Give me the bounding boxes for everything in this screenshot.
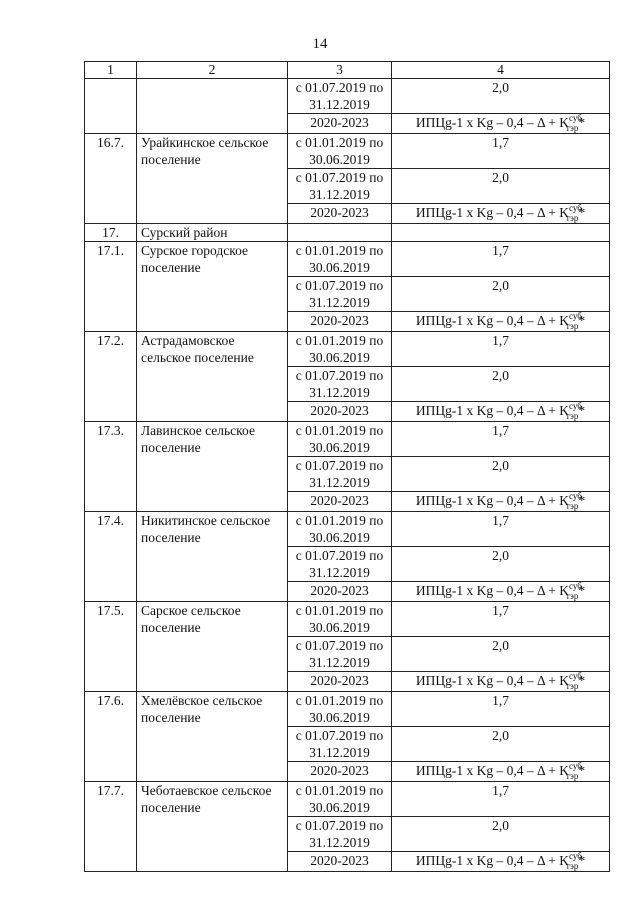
formula-period: 2020-2023 xyxy=(288,762,392,782)
rate-value: 2,0 xyxy=(392,169,610,204)
header-col-1: 1 xyxy=(85,62,137,79)
formula-cell xyxy=(392,852,610,872)
rate-value: 2,0 xyxy=(392,457,610,492)
formula-superscript: суб xyxy=(569,671,582,681)
formula-subscript: тэр xyxy=(565,771,579,781)
formula-asterisk: * xyxy=(578,853,586,868)
period-cell: с 01.01.2019 по 30.06.2019 xyxy=(288,602,392,637)
formula-cell xyxy=(392,402,610,422)
formula-asterisk: * xyxy=(578,673,586,688)
settlement-name: Никитинское сельское поселение xyxy=(137,512,288,602)
rate-value: 1,7 xyxy=(392,782,610,817)
formula-superscript: суб xyxy=(569,311,582,321)
rate-value: 1,7 xyxy=(392,692,610,727)
formula-superscript: суб xyxy=(569,581,582,591)
rate-value: 2,0 xyxy=(392,367,610,402)
formula-main: ИПЦg-1 х Kg – 0,4 – Δ + K xyxy=(415,583,570,598)
formula-period: 2020-2023 xyxy=(288,852,392,872)
rate-value: 2,0 xyxy=(392,277,610,312)
formula-subscript: тэр xyxy=(565,213,579,223)
settlement-name: Урайкинское сельское поселение xyxy=(137,134,288,224)
header-row xyxy=(85,62,610,79)
table-row xyxy=(85,422,610,457)
period-cell: с 01.07.2019 по 31.12.2019 xyxy=(288,457,392,492)
rate-value: 1,7 xyxy=(392,602,610,637)
formula-subscript: тэр xyxy=(565,123,579,133)
formula-main: ИПЦg-1 х Kg – 0,4 – Δ + K xyxy=(415,313,570,328)
period-cell: с 01.01.2019 по 30.06.2019 xyxy=(288,512,392,547)
formula-superscript: суб xyxy=(569,401,582,411)
rate-value: 1,7 xyxy=(392,134,610,169)
rate-value: 1,7 xyxy=(392,242,610,277)
formula-subscript: тэр xyxy=(565,411,579,421)
period-cell: с 01.07.2019 по 31.12.2019 xyxy=(288,547,392,582)
row-number xyxy=(85,79,137,134)
formula-cell xyxy=(392,762,610,782)
formula-superscript: суб xyxy=(569,851,582,861)
row-number: 17.1. xyxy=(85,242,137,332)
rate-value: 1,7 xyxy=(392,512,610,547)
formula-main: ИПЦg-1 х Kg – 0,4 – Δ + K xyxy=(415,493,570,508)
formula-period: 2020-2023 xyxy=(288,114,392,134)
formula-cell xyxy=(392,672,610,692)
formula-period: 2020-2023 xyxy=(288,402,392,422)
formula-cell xyxy=(392,114,610,134)
rate-value: 2,0 xyxy=(392,547,610,582)
period-cell: с 01.07.2019 по 31.12.2019 xyxy=(288,727,392,762)
rate-value: 2,0 xyxy=(392,727,610,762)
formula-asterisk: * xyxy=(578,205,586,220)
formula-main: ИПЦg-1 х Kg – 0,4 – Δ + K xyxy=(415,115,570,130)
formula-subscript: тэр xyxy=(565,501,579,511)
formula-period: 2020-2023 xyxy=(288,204,392,224)
formula-cell xyxy=(392,582,610,602)
settlement-name: Сарское сельское поселение xyxy=(137,602,288,692)
empty-cell xyxy=(392,224,610,242)
settlement-name: Лавинское сельское поселение xyxy=(137,422,288,512)
empty-cell xyxy=(288,224,392,242)
table-row xyxy=(85,79,610,114)
formula-subscript: тэр xyxy=(565,591,579,601)
formula-asterisk: * xyxy=(578,403,586,418)
table-row xyxy=(85,224,610,242)
rate-value: 2,0 xyxy=(392,637,610,672)
formula-main: ИПЦg-1 х Kg – 0,4 – Δ + K xyxy=(415,673,570,688)
settlement-name: Чеботаевское сельское поселение xyxy=(137,782,288,872)
settlement-name: Хмелёвское сельское поселение xyxy=(137,692,288,782)
period-cell: с 01.07.2019 по 31.12.2019 xyxy=(288,367,392,402)
formula-asterisk: * xyxy=(578,583,586,598)
formula-cell xyxy=(392,312,610,332)
period-cell: с 01.07.2019 по 31.12.2019 xyxy=(288,277,392,312)
period-cell: с 01.07.2019 по 31.12.2019 xyxy=(288,817,392,852)
row-number: 16.7. xyxy=(85,134,137,224)
formula-asterisk: * xyxy=(578,115,586,130)
table-row xyxy=(85,242,610,277)
district-number: 17. xyxy=(85,224,137,242)
period-cell: с 01.07.2019 по 31.12.2019 xyxy=(288,169,392,204)
table-row xyxy=(85,602,610,637)
table-row xyxy=(85,782,610,817)
period-cell: с 01.01.2019 по 30.06.2019 xyxy=(288,782,392,817)
formula-superscript: суб xyxy=(569,203,582,213)
settlement-name: Сурское городское поселение xyxy=(137,242,288,332)
formula-period: 2020-2023 xyxy=(288,492,392,512)
header-col-2: 2 xyxy=(137,62,288,79)
formula-period: 2020-2023 xyxy=(288,312,392,332)
rate-value: 2,0 xyxy=(392,79,610,114)
formula-superscript: суб xyxy=(569,761,582,771)
table-row xyxy=(85,692,610,727)
formula-cell xyxy=(392,204,610,224)
period-cell: с 01.07.2019 по 31.12.2019 xyxy=(288,637,392,672)
header-col-3: 3 xyxy=(288,62,392,79)
header-col-4: 4 xyxy=(392,62,610,79)
period-cell: с 01.01.2019 по 30.06.2019 xyxy=(288,692,392,727)
formula-main: ИПЦg-1 х Kg – 0,4 – Δ + K xyxy=(415,853,570,868)
period-cell: с 01.07.2019 по 31.12.2019 xyxy=(288,79,392,114)
formula-subscript: тэр xyxy=(565,321,579,331)
formula-main: ИПЦg-1 х Kg – 0,4 – Δ + K xyxy=(415,403,570,418)
row-number: 17.5. xyxy=(85,602,137,692)
formula-subscript: тэр xyxy=(565,681,579,691)
formula-subscript: тэр xyxy=(565,861,579,871)
formula-asterisk: * xyxy=(578,493,586,508)
formula-period: 2020-2023 xyxy=(288,672,392,692)
rate-value: 1,7 xyxy=(392,422,610,457)
formula-main: ИПЦg-1 х Kg – 0,4 – Δ + K xyxy=(415,205,570,220)
formula-main: ИПЦg-1 х Kg – 0,4 – Δ + K xyxy=(415,763,570,778)
table-row xyxy=(85,134,610,169)
period-cell: с 01.01.2019 по 30.06.2019 xyxy=(288,332,392,367)
row-number: 17.3. xyxy=(85,422,137,512)
formula-cell xyxy=(392,492,610,512)
rate-value: 1,7 xyxy=(392,332,610,367)
settlement-name: Астрадамовское сельское поселение xyxy=(137,332,288,422)
formula-asterisk: * xyxy=(578,313,586,328)
period-cell: с 01.01.2019 по 30.06.2019 xyxy=(288,134,392,169)
formula-period: 2020-2023 xyxy=(288,582,392,602)
formula-superscript: суб xyxy=(569,491,582,501)
period-cell: с 01.01.2019 по 30.06.2019 xyxy=(288,422,392,457)
district-name: Сурский район xyxy=(137,224,288,242)
row-number: 17.6. xyxy=(85,692,137,782)
table-row xyxy=(85,512,610,547)
settlement-name xyxy=(137,79,288,134)
page-number: 14 xyxy=(312,36,328,52)
row-number: 17.7. xyxy=(85,782,137,872)
formula-asterisk: * xyxy=(578,763,586,778)
row-number: 17.4. xyxy=(85,512,137,602)
formula-superscript: суб xyxy=(569,113,582,123)
table-row xyxy=(85,332,610,367)
rate-value: 2,0 xyxy=(392,817,610,852)
table-body xyxy=(85,79,610,872)
period-cell: с 01.01.2019 по 30.06.2019 xyxy=(288,242,392,277)
row-number: 17.2. xyxy=(85,332,137,422)
tariff-table xyxy=(84,61,610,872)
